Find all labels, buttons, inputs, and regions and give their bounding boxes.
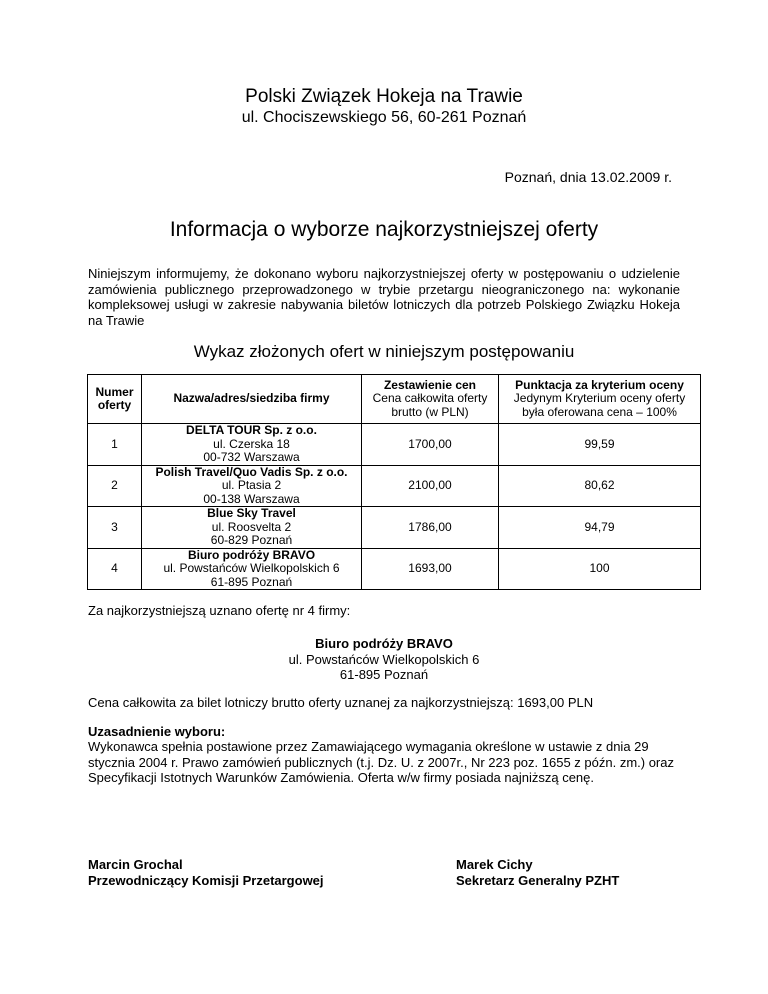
intro-paragraph: Niniejszym informujemy, że dokonano wyboru najkorzystniejszej oferty w postępowaniu o udzielenie zamówienia publicznego przeprowadzonego w trybie przetargu nieograniczonego na: wykonanie kompleksowej usługi w zakresie nabywania biletów lotniczych dla potrzeb Polskiego Związku Hokeja na Trawie <box>88 266 680 328</box>
header-price-title: Zestawienie cen <box>383 377 477 392</box>
header-company: Nazwa/adres/siedziba firmy <box>142 375 362 424</box>
company-city: 00-138 Warszawa <box>203 491 300 506</box>
offer-number: 2 <box>88 465 142 507</box>
justification-text: Wykonawca spełnia postawione przez Zamawiającego wymagania określone w ustawie z dnia 29 stycznia 2004 r. Prawo zamówień publicznych (t.j. Dz. U. z 2007r., Nr 223 poz. 1655 z późn. zm.) oraz Specyfikacji Istotnych Warunków Zamówienia. Oferta w/w firmy posiada najniższą cenę. <box>88 739 674 785</box>
signatory-name: Marcin Grochal <box>88 857 183 872</box>
company-street: ul. Ptasia 2 <box>221 478 282 492</box>
header-score-sub: Jedynym Kryterium oceny oferty była oferowana cena – 100% <box>513 391 686 419</box>
offer-number: 1 <box>88 424 142 466</box>
offers-table <box>87 374 701 590</box>
header-price <box>362 375 499 424</box>
company-city: 61-895 Poznań <box>210 574 293 589</box>
offer-score: 94,79 <box>499 507 701 549</box>
offer-number: 3 <box>88 507 142 549</box>
table-row <box>88 507 701 549</box>
winner-street: ul. Powstańców Wielkopolskich 6 <box>288 651 480 667</box>
table-header-row <box>88 375 701 424</box>
document-title: Informacja o wyborze najkorzystniejszej oferty <box>169 218 599 241</box>
company-city: 60-829 Poznań <box>210 533 293 547</box>
signature-right <box>456 857 619 889</box>
signatory-name: Marek Cichy <box>456 857 533 872</box>
table-row <box>88 548 701 590</box>
offer-price: 1786,00 <box>362 507 499 549</box>
offer-price: 1693,00 <box>362 548 499 590</box>
company-name: Blue Sky Travel <box>207 506 296 520</box>
table-row <box>88 424 701 466</box>
offer-company <box>142 548 362 590</box>
header-price-sub: Cena całkowita oferty brutto (w PLN) <box>372 391 488 419</box>
offer-company <box>142 424 362 466</box>
offer-company <box>142 507 362 549</box>
header-score <box>499 375 701 424</box>
offer-price: 1700,00 <box>362 424 499 466</box>
winner-block <box>0 636 768 683</box>
table-row <box>88 465 701 507</box>
offer-number: 4 <box>88 548 142 590</box>
table-title: Wykaz złożonych ofert w niniejszym postępowaniu <box>193 342 575 361</box>
offer-score: 99,59 <box>499 424 701 466</box>
company-city: 00-732 Warszawa <box>203 450 300 464</box>
winner-name: Biuro podróży BRAVO <box>315 636 453 651</box>
offer-company <box>142 465 362 507</box>
company-name: Polish Travel/Quo Vadis Sp. z o.o. <box>155 464 348 479</box>
header-score-title: Punktacja za kryterium oceny <box>515 377 684 392</box>
offer-price: 2100,00 <box>362 465 499 507</box>
winner-intro: Za najkorzystniejszą uznano ofertę nr 4 firmy: <box>88 603 351 618</box>
signature-left <box>88 857 324 889</box>
company-street: ul. Czerska 18 <box>213 436 290 451</box>
place-date: Poznań, dnia 13.02.2009 r. <box>504 169 672 185</box>
signatory-role: Sekretarz Generalny PZHT <box>456 873 620 888</box>
header-number: Numer oferty <box>88 375 142 424</box>
company-name: Biuro podróży BRAVO <box>187 547 316 562</box>
justification-heading: Uzasadnienie wyboru: <box>88 724 226 739</box>
organization-name: Polski Związek Hokeja na Trawie <box>245 86 523 107</box>
signatory-role: Przewodniczący Komisji Przetargowej <box>88 873 324 888</box>
company-name: DELTA TOUR Sp. z o.o. <box>186 423 317 437</box>
company-street: ul. Roosvelta 2 <box>211 519 292 534</box>
offer-score: 80,62 <box>499 465 701 507</box>
organization-address: ul. Chociszewskiego 56, 60-261 Poznań <box>241 109 527 126</box>
winning-price-line: Cena całkowita za bilet lotniczy brutto oferty uznanej za najkorzystniejszą: 1693,00 PLN <box>88 695 594 710</box>
company-street: ul. Powstańców Wielkopolskich 6 <box>163 561 340 575</box>
winner-city: 61-895 Poznań <box>339 667 429 682</box>
offer-score: 100 <box>499 548 701 590</box>
